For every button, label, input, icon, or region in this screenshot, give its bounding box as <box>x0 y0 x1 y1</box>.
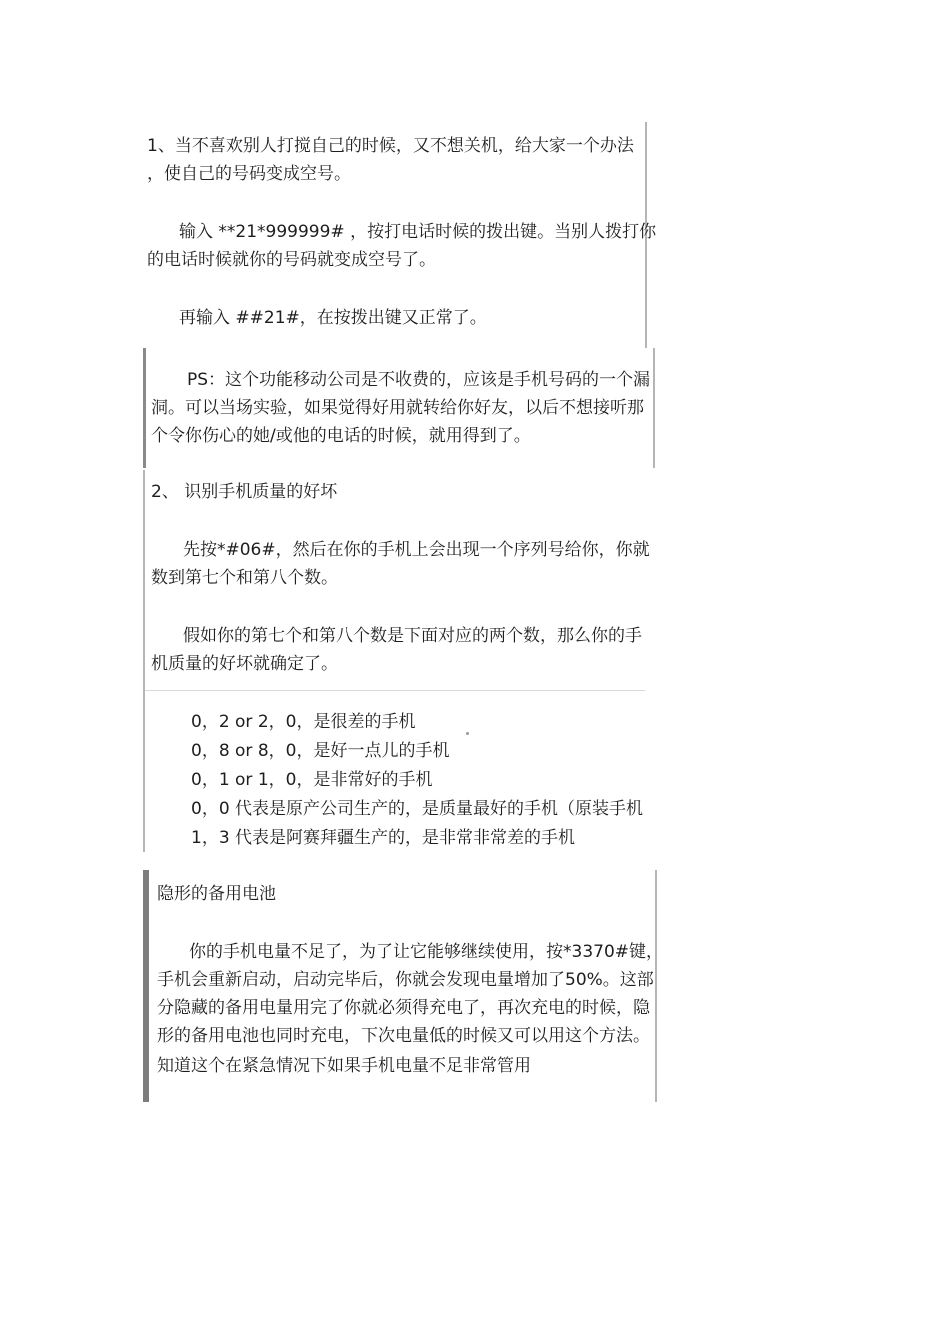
list-item: 1，3 代表是阿赛拜疆生产的，是非常非常差的手机 <box>191 828 576 848</box>
list-item: 0，8 or 8，0，是好一点儿的手机 <box>191 741 450 761</box>
paragraph-line: 分隐藏的备用电量用完了你就必须得充电了，再次充电的时候，隐 <box>157 998 650 1018</box>
paragraph-line: 1、当不喜欢别人打搅自己的时候，又不想关机，给大家一个办法 <box>147 136 634 156</box>
left-border <box>143 470 145 852</box>
list-item: 0，2 or 2，0，是很差的手机 <box>191 712 416 732</box>
paragraph-line: 数到第七个和第八个数。 <box>151 568 338 588</box>
stray-mark <box>466 732 469 735</box>
right-border <box>653 348 655 468</box>
paragraph-line: 个令你伤心的她/或他的电话的时候，就用得到了。 <box>151 426 531 446</box>
paragraph-line: 形的备用电池也同时充电，下次电量低的时候又可以用这个方法。 <box>157 1026 650 1046</box>
divider <box>145 690 645 691</box>
paragraph-line: 的电话时候就你的号码就变成空号了。 <box>147 250 436 270</box>
left-border <box>143 870 149 1102</box>
paragraph-line: 知道这个在紧急情况下如果手机电量不足非常管用 <box>157 1056 531 1076</box>
right-border <box>655 870 657 1102</box>
section-heading: 2、 识别手机质量的好坏 <box>151 482 338 502</box>
paragraph-line: 手机会重新启动，启动完毕后，你就会发现电量增加了50%。这部 <box>157 970 654 990</box>
paragraph-line: 机质量的好坏就确定了。 <box>151 654 338 674</box>
list-item: 0，0 代表是原产公司生产的，是质量最好的手机（原装手机 <box>191 799 644 819</box>
paragraph-line: 洞。可以当场实验，如果觉得好用就转给你好友，以后不想接听那 <box>151 398 644 418</box>
section-hidden-battery <box>143 870 664 1102</box>
paragraph-line: PS：这个功能移动公司是不收费的，应该是手机号码的一个漏 <box>187 370 651 390</box>
paragraph-line: 你的手机电量不足了，为了让它能够继续使用，按*3370#键， <box>189 942 664 962</box>
paragraph-line: 假如你的第七个和第八个数是下面对应的两个数，那么你的手 <box>183 626 642 646</box>
section-heading: 隐形的备用电池 <box>157 884 276 904</box>
section-ps-note <box>143 348 657 468</box>
paragraph-line: 输入 **21*999999# ，按打电话时候的拨出键。当别人拨打你 <box>179 222 657 242</box>
section-phone-quality <box>143 470 651 852</box>
section-anti-call-tip <box>143 122 657 348</box>
left-border <box>143 348 146 468</box>
list-item: 0，1 or 1，0，是非常好的手机 <box>191 770 433 790</box>
paragraph-line: 先按*#06#，然后在你的手机上会出现一个序列号给你，你就 <box>183 540 650 560</box>
paragraph-line: ，使自己的号码变成空号。 <box>147 164 351 184</box>
paragraph-line: 再输入 ##21#，在按拨出键又正常了。 <box>179 308 487 328</box>
